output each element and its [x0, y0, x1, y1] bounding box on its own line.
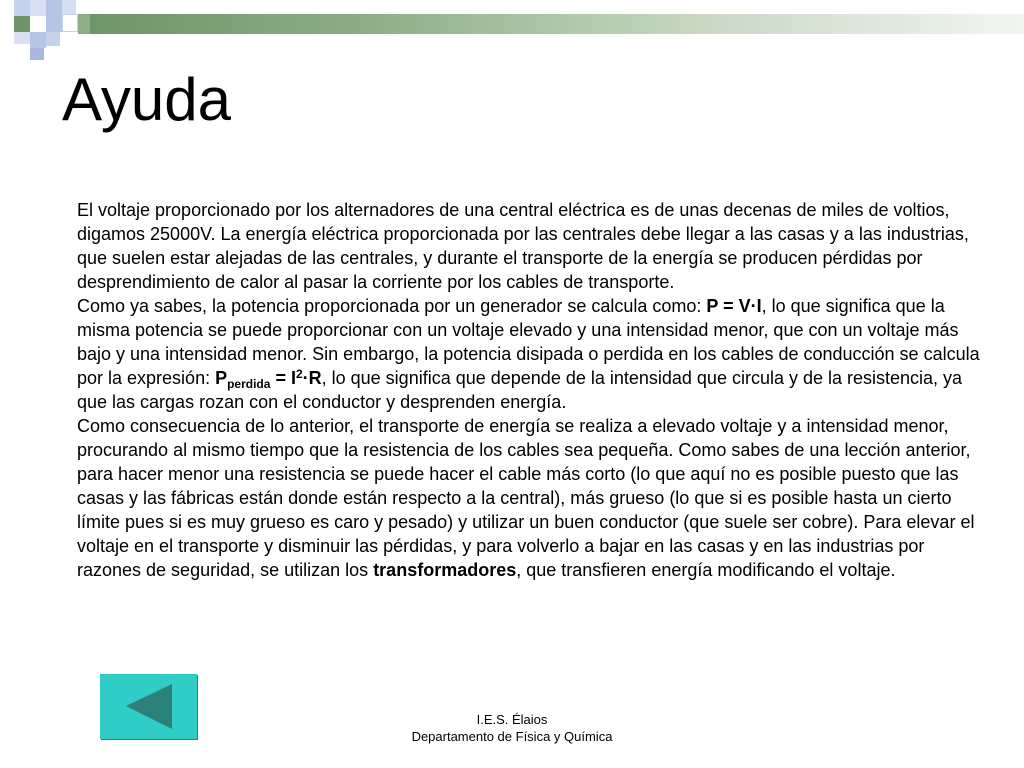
formula-superscript: 2: [295, 367, 303, 381]
text-segment: , lo que significa que la misma potencia se puede proporcionar con un voltaje elevado y una intensidad menor, que con un voltaje más bajo y una intensidad menor. Sin embargo, la potencia disipada o perdida en los cables de conducción se calcula por la expresión:: [77, 296, 980, 388]
footer: [312, 711, 712, 745]
formula-symbol: ·R: [302, 368, 322, 388]
text-segment: Como consecuencia de lo anterior, el transporte de energía se realiza a elevado voltaje y a intensidad menor, procurando al mismo tiempo que la resistencia de los cables sea pequeña. Como sabes de una lección anterior, para hacer menor una resistencia se puede hacer el cable más corto (lo que aquí no es posible puesto que las casas y las fábricas están donde están respecto a la central), más grueso (lo que si es posible hasta un cierto límite pues si es muy grueso es caro y pesado) y utilizar un buen conductor (que suele ser cobre). Para elevar el voltaje en el transporte y disminuir las pérdidas, y para volverlo a bajar en las casas y en las industrias por razones de seguridad, se utilizan los: [77, 416, 975, 580]
body-text: [77, 198, 982, 582]
paragraph-2: [77, 414, 982, 582]
text-segment: , lo que significa que depende de la intensidad que circula y de la resistencia, ya que las cargas rozan con el conductor y desprenden energía.: [77, 368, 963, 412]
paragraph-1: [77, 198, 982, 414]
text-segment: El voltaje proporcionado por los alternadores de una central eléctrica es de unas decenas de miles de voltios, digamos 25000V. La energía eléctrica proporcionada por las centrales debe llegar a las casas y a las industrias, que suelen estar alejadas de las centrales, y durante el transporte de la energía se producen pérdidas por desprendimiento de calor al pasar la corriente por los cables de transporte.: [77, 200, 969, 292]
formula-symbol: = I: [270, 368, 296, 388]
footer-school: I.E.S. Élaios: [476, 712, 548, 727]
formula-power-loss: [215, 367, 322, 391]
formula-subscript: perdida: [227, 377, 271, 391]
text-segment: , que transfieren energía modificando el voltaje.: [516, 560, 896, 580]
text-segment: Como ya sabes, la potencia proporcionada por un generador se calcula como:: [77, 296, 707, 316]
header-gradient-bar: [90, 14, 1024, 34]
left-triangle-icon: [100, 674, 197, 739]
footer-department: Departamento de Física y Química: [411, 729, 613, 744]
formula-symbol: P: [215, 368, 228, 388]
formula-power: P = V·I: [706, 296, 762, 316]
back-button[interactable]: [100, 674, 197, 739]
keyword-transformadores: transformadores: [373, 560, 517, 580]
slide-title: Ayuda: [62, 66, 232, 133]
